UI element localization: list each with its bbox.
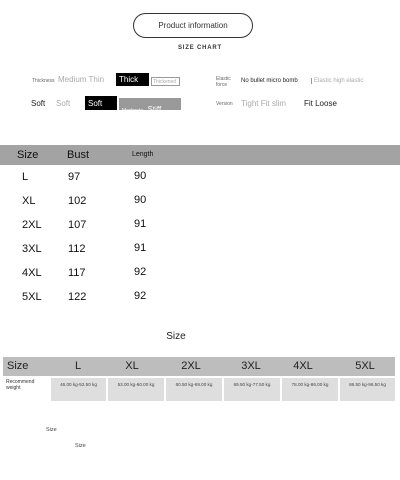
- thickness-option-medium-thin: Medium Thin: [58, 75, 105, 84]
- softness-option-soft-light: Soft: [56, 99, 71, 108]
- row-size: L: [22, 171, 29, 183]
- recommend-section-title: Size: [166, 331, 186, 342]
- recommend-size-3xl: 3XL: [241, 360, 261, 372]
- row-size: 2XL: [22, 219, 42, 231]
- recommend-header-size: Size: [7, 360, 29, 372]
- thickness-option-thickened: Thickened: [151, 77, 180, 86]
- recommend-size-l: L: [74, 360, 82, 372]
- elastic-option-no-bullet: No bullet micro bomb: [241, 78, 298, 84]
- row-length: 92: [134, 290, 147, 302]
- version-option-tight-fit: Tight Fit slim: [241, 99, 287, 108]
- row-length: 91: [134, 242, 147, 254]
- recommend-weight-label-line1: Recommend: [6, 379, 35, 385]
- footer-size-label-2: Size: [75, 443, 86, 449]
- row-size: 4XL: [22, 267, 42, 279]
- size-table-header-bar: [0, 145, 400, 165]
- weight-value-4xl: 78.00 kg-86.00 kg: [291, 382, 329, 387]
- row-bust: 102: [68, 195, 87, 207]
- version-option-fit-loose: Fit Loose: [304, 99, 337, 108]
- row-length: 90: [134, 170, 147, 182]
- softness-label: Soft: [31, 99, 46, 108]
- weight-value-2xl: 60.50 kg-69.00 kg: [175, 382, 213, 387]
- weight-value-xl: 53.00 kg-60.00 kg: [117, 382, 155, 387]
- size-table-header-bust: Bust: [67, 149, 90, 161]
- thickness-label: Thickness: [32, 78, 55, 84]
- recommend-size-5xl: 5XL: [355, 360, 375, 372]
- elastic-label-line1: Elastic: [216, 76, 231, 82]
- version-label: Version: [216, 101, 233, 107]
- recommend-size-2xl: 2XL: [181, 360, 201, 372]
- softness-option-stiff: Stiff: [147, 105, 162, 114]
- thickness-option-thick: Thick: [116, 73, 149, 86]
- row-size: XL: [22, 195, 36, 207]
- size-table-header-size: Size: [17, 149, 39, 161]
- weight-value-3xl: 69.50 kg-77.50 kg: [233, 382, 271, 387]
- row-size: 5XL: [22, 291, 42, 303]
- row-length: 92: [134, 266, 147, 278]
- size-table-header-length: Length: [132, 151, 154, 158]
- row-length: 90: [134, 194, 147, 206]
- row-bust: 107: [68, 219, 87, 231]
- row-length: 91: [134, 218, 147, 230]
- row-bust: 117: [68, 267, 86, 279]
- product-information-button[interactable]: [133, 13, 253, 38]
- recommend-weight-label: [6, 379, 34, 391]
- elastic-label-line2: force: [216, 82, 228, 88]
- row-size: 3XL: [22, 243, 42, 255]
- size-chart-title: SIZE CHART: [178, 45, 222, 51]
- softness-option-soft-selected: Soft: [85, 96, 117, 110]
- row-bust: 122: [68, 291, 87, 303]
- recommend-weight-label-line2: weight: [6, 385, 21, 391]
- product-information-label: Product information: [158, 21, 228, 30]
- elastic-option-high-elastic: Elastic high elastic: [311, 78, 363, 84]
- row-bust: 112: [68, 243, 86, 255]
- footer-size-label-1: Size: [46, 427, 57, 433]
- softness-option-moderate-stiff: [119, 98, 181, 114]
- weight-value-l: 46.00 kg-52.50 kg: [60, 382, 97, 387]
- weight-value-5xl: 86.50 kg-96.50 kg: [349, 382, 386, 387]
- row-bust: 97: [68, 171, 81, 183]
- recommend-size-xl: XL: [125, 360, 139, 372]
- recommend-size-4xl: 4XL: [293, 360, 313, 372]
- softness-option-moderate: Moderate: [122, 108, 144, 114]
